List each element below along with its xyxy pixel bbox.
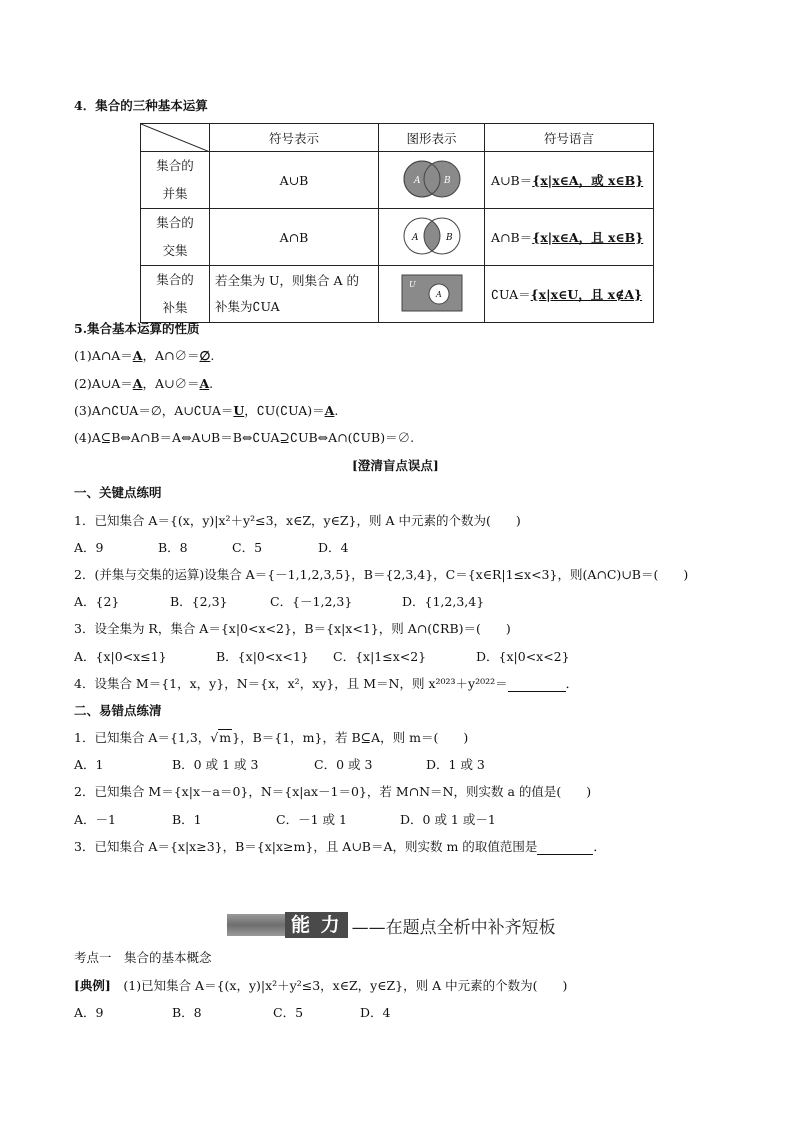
table-row-union (141, 152, 654, 209)
row-name-union: 集合的 并集 (141, 152, 210, 209)
option: B．1 (172, 812, 202, 827)
lang-union: A∪B＝{x|x∈A，或 x∈B} (485, 152, 654, 209)
property-line-1: (1)A∩A＝A，A∩∅＝∅. (74, 348, 215, 363)
header-figure: 图形表示 (379, 124, 485, 152)
example-question: [典例] (1)已知集合 A＝{(x，y)|x²＋y²≤3，x∈Z，y∈Z}，则 A 中元素的个数为( ) (74, 978, 568, 993)
option: A．{2} (74, 594, 120, 609)
option: D．1 或 3 (426, 757, 485, 772)
option: C．－1 或 1 (276, 812, 347, 827)
option: C．5 (232, 540, 263, 555)
venn-complement (379, 266, 485, 323)
option: D．4 (360, 1005, 391, 1020)
section5-title: 5.集合基本运算的性质 (74, 321, 200, 336)
part1-question-3: 3．设全集为 R，集合 A＝{x|0<x<2}，B＝{x|x<1}，则 A∩(∁RB)＝( ) (74, 621, 511, 636)
venn-label-b: B (443, 175, 451, 186)
row-name-intersection: 集合的 交集 (141, 209, 210, 266)
header-language: 符号语言 (485, 124, 654, 152)
option: B．0 或 1 或 3 (172, 757, 259, 772)
topic-heading: 考点一 集合的基本概念 (74, 950, 212, 965)
ability-banner (227, 912, 556, 938)
part2-question-3: 3．已知集合 A＝{x|x≥3}，B＝{x|x≥m}，且 A∪B＝A，则实数 m 的取值范围是 ． (74, 839, 606, 854)
option: B．{2,3} (170, 594, 228, 609)
example-options (74, 1003, 390, 1021)
lang-complement: ∁UA＝{x|x∈U，且 x∉A} (485, 266, 654, 323)
venn-label-a: A (413, 175, 420, 186)
section4-title: 4．集合的三种基本运算 (74, 98, 208, 113)
option: D．{1,2,3,4} (402, 594, 485, 609)
answer-blank (537, 839, 593, 855)
diagonal-corner-cell (141, 124, 210, 152)
option: A．－1 (74, 812, 116, 827)
table-row-intersection (141, 209, 654, 266)
row-name-complement: 集合的 补集 (141, 266, 210, 323)
part1-q2-options (74, 592, 484, 610)
option: A．{x|0<x≤1} (74, 649, 167, 664)
banner-bar (227, 914, 285, 936)
banner-tag: 能 力 (285, 912, 348, 938)
table-header-row (141, 124, 654, 152)
venn-label-a: A (411, 232, 418, 243)
answer-blank (508, 676, 566, 692)
part2-q1-options (74, 755, 485, 773)
header-symbol: 符号表示 (210, 124, 379, 152)
option: C．{x|1≤x<2} (333, 649, 427, 664)
venn-label-u: U (408, 279, 416, 289)
property-line-3: (3)A∩∁UA＝∅，A∪∁UA＝U，∁U(∁UA)＝A. (74, 403, 339, 418)
property-line-4: (4)A⊆B⇔A∩B＝A⇔A∪B＝B⇔∁UA⊇∁UB⇔A∩(∁UB)＝∅. (74, 430, 415, 445)
part2-question-1: 1．已知集合 A＝{1,3，√m}，B＝{1，m}，若 B⊆A，则 m＝( ) (74, 730, 469, 745)
symbol-union: A∪B (210, 152, 379, 209)
venn-union (379, 152, 485, 209)
venn-union-diagram (396, 158, 468, 200)
option: C．0 或 3 (314, 757, 373, 772)
part1-heading: 一、关键点练明 (74, 485, 162, 500)
venn-intersection (379, 209, 485, 266)
diagonal-line (141, 124, 210, 152)
part2-question-2: 2．已知集合 M＝{x|x－a＝0}，N＝{x|ax－1＝0}，若 M∩N＝N，则实数 a 的值是( ) (74, 784, 592, 799)
option: C．{－1,2,3} (270, 594, 353, 609)
lang-intersection: A∩B＝{x|x∈A，且 x∈B} (485, 209, 654, 266)
option: C．5 (273, 1005, 304, 1020)
operations-table (140, 123, 654, 323)
option: B．8 (172, 1005, 202, 1020)
part1-question-4: 4．设集合 M＝{1，x，y}，N＝{x，x²，xy}，且 M＝N，则 x²⁰²³＋y²⁰²²＝ ． (74, 676, 579, 691)
symbol-complement: 若全集为 U，则集合 A 的 补集为∁UA (210, 266, 379, 323)
property-line-2: (2)A∪A＝A，A∪∅＝A. (74, 376, 214, 391)
option: D．{x|0<x<2} (476, 649, 570, 664)
venn-label-a: A (435, 289, 442, 299)
banner-subtitle: ——在题点全析中补齐短板 (351, 917, 556, 938)
table-row-complement (141, 266, 654, 323)
venn-complement-diagram (401, 274, 463, 312)
symbol-intersection: A∩B (210, 209, 379, 266)
part2-heading: 二、易错点练清 (74, 703, 162, 718)
venn-intersection-diagram (396, 215, 468, 257)
option: A．1 (74, 757, 104, 772)
option: B．{x|0<x<1} (216, 649, 309, 664)
option: D．4 (318, 540, 349, 555)
venn-label-b: B (445, 232, 453, 243)
part1-question-1: 1．已知集合 A＝{(x，y)|x²＋y²≤3，x∈Z，y∈Z}，则 A 中元素的个数为( ) (74, 513, 521, 528)
sqrt-symbol: √m (210, 730, 232, 745)
option: A．9 (74, 1005, 104, 1020)
option: D．0 或 1 或－1 (400, 812, 496, 827)
clarify-title: [澄清盲点误点] (352, 458, 439, 473)
part2-q2-options (74, 810, 496, 828)
part1-q1-options (74, 538, 348, 556)
option: A．9 (74, 540, 104, 555)
option: B．8 (158, 540, 188, 555)
part1-question-2: 2．(并集与交集的运算)设集合 A＝{－1,1,2,3,5}，B＝{2,3,4}，C＝{x∈R|1≤x<3}，则(A∩C)∪B＝( ) (74, 567, 689, 582)
part1-q3-options (74, 647, 570, 665)
